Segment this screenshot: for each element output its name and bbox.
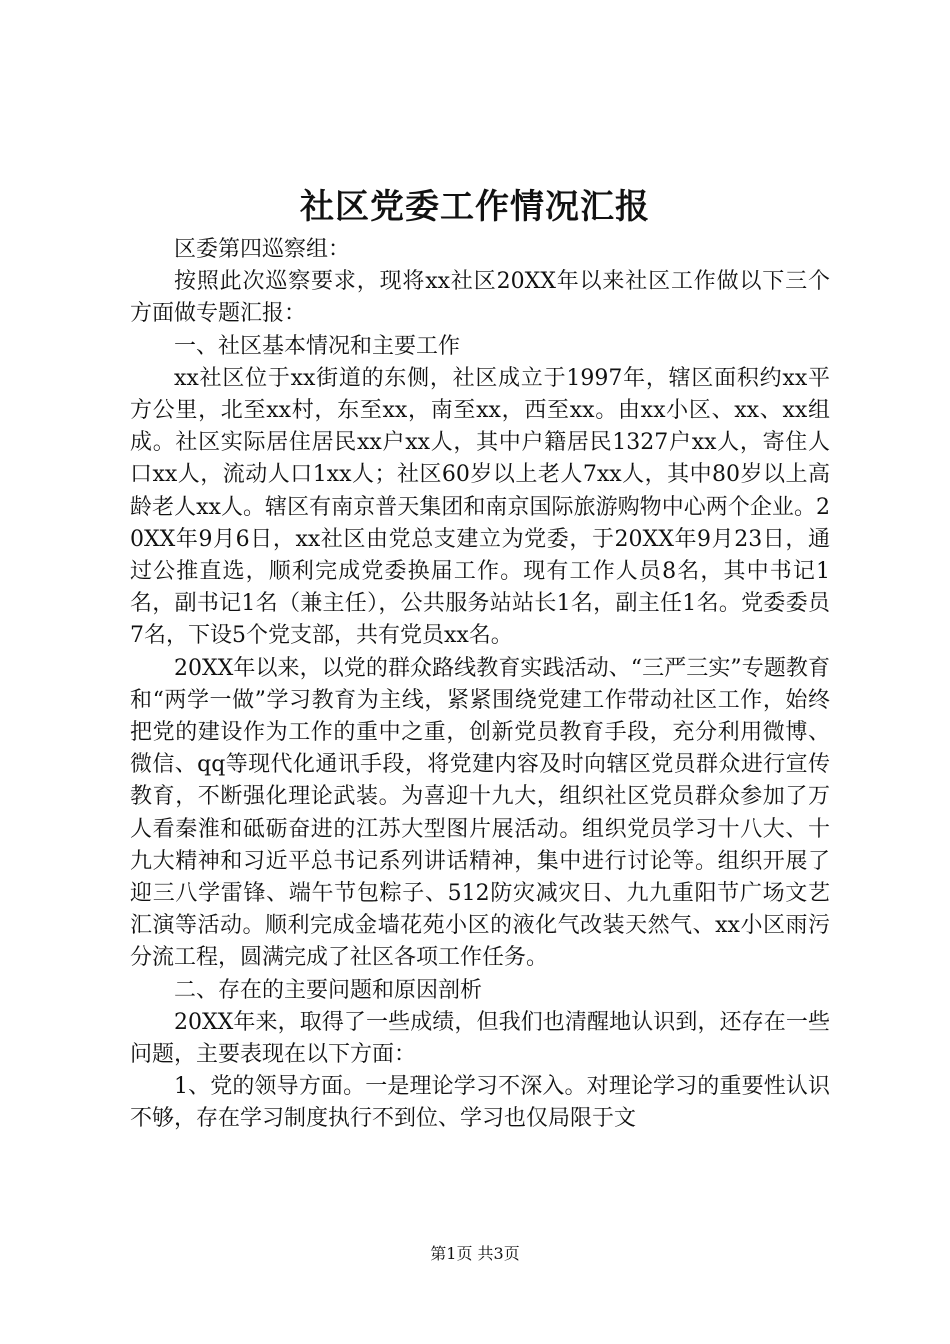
body-paragraph: 20XX年来，取得了一些成绩，但我们也清醒地认识到，还存在一些问题，主要表现在以下方面： xyxy=(130,1009,830,1068)
body-paragraph: xx社区位于xx街道的东侧，社区成立于1997年，辖区面积约xx平方公里，北至xx村，东至xx，南至xx，西至xx。由xx小区、xx、xx组成。社区实际居住居民xx户xx人，其中户籍居民1327户xx人，寄住人口xx人，流动人口1xx人；社区60岁以上老人7xx人，其中80岁以上高龄老人xx人。辖区有南京普天集团和南京国际旅游购物中心两个企业。20XX年9月6日，xx社区由党总支建立为党委，于20XX年9月23日，通过公推直选，顺利完成党委换届工作。现有工作人员8名，其中书记1名，副书记1名（兼主任），公共服务站站长1名，副主任1名。党委委员7名，下设5个党支部，共有党员xx名。 xyxy=(130,365,830,649)
document-body xyxy=(130,234,830,1136)
salutation: 区委第四巡察组： xyxy=(174,237,351,262)
body-paragraph: 1、党的领导方面。一是理论学习不深入。对理论学习的重要性认识不够，存在学习制度执行不到位、学习也仅局限于文 xyxy=(130,1074,830,1132)
page-number-footer: 第1页 共3页 xyxy=(430,1244,520,1263)
section-heading-2: 二、存在的主要问题和原因剖析 xyxy=(174,977,483,1003)
section-heading-1: 一、社区基本情况和主要工作 xyxy=(174,333,461,359)
intro-paragraph: 按照此次巡察要求，现将xx社区20XX年以来社区工作做以下三个方面做专题汇报： xyxy=(130,269,830,327)
body-paragraph: 20XX年以来，以党的群众路线教育实践活动、“三严三实”专题教育和“两学一做”学习教育为主线，紧紧围绕党建工作带动社区工作，始终把党的建设作为工作的重中之重，创新党员教育手段，充分利用微博、微信、qq等现代化通讯手段，将党建内容及时向辖区党员群众进行宣传教育，不断强化理论武装。为喜迎十九大，组织社区党员群众参加了万人看秦淮和砥砺奋进的江苏大型图片展活动。组织党员学习十八大、十九大精神和习近平总书记系列讲话精神，集中进行讨论等。组织开展了迎三八学雷锋、端午节包粽子、512防灾减灾日、九九重阳节广场文艺汇演等活动。顺利完成金墙花苑小区的液化气改装天然气、xx小区雨污分流工程，圆满完成了社区各项工作任务。 xyxy=(130,655,830,971)
document-title: 社区党委工作情况汇报 xyxy=(300,187,650,227)
